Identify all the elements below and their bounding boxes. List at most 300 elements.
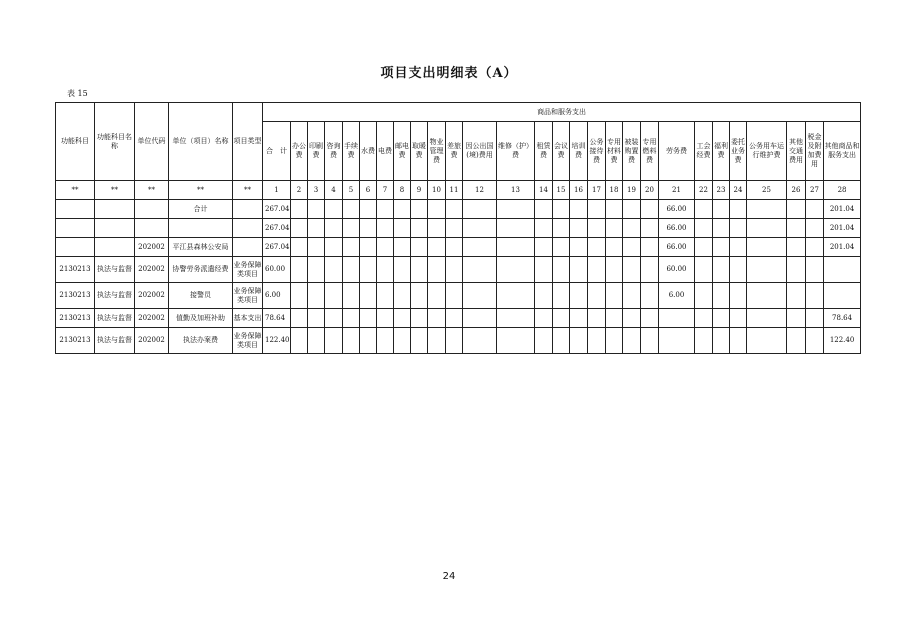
empty-cell [343, 309, 360, 328]
empty-cell [588, 219, 606, 238]
empty-cell [291, 257, 308, 283]
header-subitem: 被装购置费 [623, 122, 641, 181]
empty-cell [695, 238, 713, 257]
empty-cell [747, 283, 787, 309]
total-value: 60.00 [263, 257, 291, 283]
header-subitem: 培训费 [570, 122, 588, 181]
empty-cell [377, 257, 394, 283]
empty-cell [463, 200, 497, 219]
column-number: 18 [606, 181, 623, 200]
empty-cell [730, 219, 747, 238]
header-subitem: 维修（护）费 [497, 122, 535, 181]
column-number: 12 [463, 181, 497, 200]
empty-cell [747, 219, 787, 238]
empty-cell [623, 283, 641, 309]
project-type [233, 238, 263, 257]
labor-value [659, 328, 695, 354]
header-subitem: 差旅费 [446, 122, 463, 181]
empty-cell [570, 328, 588, 354]
labor-value: 6.00 [659, 283, 695, 309]
empty-cell [325, 328, 343, 354]
empty-cell [308, 200, 325, 219]
project-type: 业务保障类项目 [233, 283, 263, 309]
empty-cell [553, 219, 570, 238]
column-number: 25 [747, 181, 787, 200]
empty-cell [497, 328, 535, 354]
unit-code: 202002 [135, 328, 169, 354]
header-subitem: 印刷费 [308, 122, 325, 181]
unit-code: 202002 [135, 309, 169, 328]
empty-cell [411, 200, 428, 219]
empty-cell [497, 238, 535, 257]
empty-cell [343, 219, 360, 238]
header-func-code: 功能科目 [56, 103, 95, 181]
header-subitem: 水费 [360, 122, 377, 181]
column-number: 26 [787, 181, 806, 200]
empty-cell [411, 309, 428, 328]
table-number: 表 15 [67, 89, 88, 98]
empty-cell [588, 238, 606, 257]
empty-cell [806, 309, 824, 328]
empty-cell [535, 219, 553, 238]
column-number: 7 [377, 181, 394, 200]
empty-cell [360, 257, 377, 283]
empty-cell [535, 200, 553, 219]
empty-cell [428, 309, 446, 328]
empty-cell [463, 283, 497, 309]
total-value: 78.64 [263, 309, 291, 328]
header-subitem: 劳务费 [659, 122, 695, 181]
table-row [56, 257, 861, 283]
header-subitem: 公务用车运行维护费 [747, 122, 787, 181]
header-group: 商品和服务支出 [263, 103, 861, 122]
empty-cell [446, 219, 463, 238]
empty-cell [291, 283, 308, 309]
column-number: 16 [570, 181, 588, 200]
header-subitem: 物业管理费 [428, 122, 446, 181]
page-title: 项目支出明细表（A） [380, 66, 518, 81]
empty-cell [325, 257, 343, 283]
empty-cell [497, 309, 535, 328]
code-row [56, 181, 861, 200]
empty-cell [325, 200, 343, 219]
empty-cell [695, 328, 713, 354]
empty-cell [343, 238, 360, 257]
func-name [95, 238, 135, 257]
column-number: 21 [659, 181, 695, 200]
total-value: 6.00 [263, 283, 291, 309]
empty-cell [411, 219, 428, 238]
empty-cell [394, 200, 411, 219]
empty-cell [553, 328, 570, 354]
empty-cell [535, 309, 553, 328]
func-name: 执法与监督 [95, 309, 135, 328]
table-row [56, 219, 861, 238]
empty-cell [428, 328, 446, 354]
empty-cell [497, 283, 535, 309]
empty-cell [343, 328, 360, 354]
empty-cell [411, 238, 428, 257]
empty-cell [787, 200, 806, 219]
empty-cell [325, 283, 343, 309]
empty-cell [360, 238, 377, 257]
func-code [56, 200, 95, 219]
empty-cell [535, 328, 553, 354]
empty-cell [343, 257, 360, 283]
empty-cell [394, 219, 411, 238]
empty-cell [308, 328, 325, 354]
empty-cell [377, 328, 394, 354]
empty-cell [606, 257, 623, 283]
empty-cell [308, 257, 325, 283]
header-unit-code: 单位代码 [135, 103, 169, 181]
column-number: 14 [535, 181, 553, 200]
func-name: 执法与监督 [95, 328, 135, 354]
empty-cell [747, 200, 787, 219]
empty-cell [360, 283, 377, 309]
func-code [56, 219, 95, 238]
column-number: 11 [446, 181, 463, 200]
func-code: 2130213 [56, 328, 95, 354]
empty-cell [588, 328, 606, 354]
column-number: 2 [291, 181, 308, 200]
empty-cell [713, 238, 730, 257]
header-subitem: 税金及附加费用 [806, 122, 824, 181]
empty-cell [641, 283, 659, 309]
labor-value: 66.00 [659, 219, 695, 238]
empty-cell [325, 238, 343, 257]
header-subitem: 公务接待费 [588, 122, 606, 181]
column-number: 9 [411, 181, 428, 200]
empty-cell [570, 219, 588, 238]
empty-cell [641, 200, 659, 219]
empty-cell [360, 219, 377, 238]
column-number: 5 [343, 181, 360, 200]
code-mark: ** [95, 181, 135, 200]
empty-cell [553, 283, 570, 309]
empty-cell [343, 283, 360, 309]
empty-cell [623, 328, 641, 354]
header-subitem: 电费 [377, 122, 394, 181]
empty-cell [535, 238, 553, 257]
empty-cell [713, 200, 730, 219]
header-subitem: 办公费 [291, 122, 308, 181]
unit-code [135, 200, 169, 219]
empty-cell [394, 238, 411, 257]
empty-cell [713, 309, 730, 328]
column-number: 28 [824, 181, 861, 200]
empty-cell [446, 283, 463, 309]
unit-name: 合计 [169, 200, 233, 219]
func-code: 2130213 [56, 257, 95, 283]
empty-cell [411, 328, 428, 354]
empty-cell [787, 257, 806, 283]
empty-cell [730, 283, 747, 309]
empty-cell [695, 309, 713, 328]
func-name [95, 200, 135, 219]
func-name: 执法与监督 [95, 283, 135, 309]
project-type [233, 200, 263, 219]
unit-name [169, 219, 233, 238]
unit-code: 202002 [135, 238, 169, 257]
empty-cell [713, 328, 730, 354]
empty-cell [606, 238, 623, 257]
total-value: 122.40 [263, 328, 291, 354]
column-number: 17 [588, 181, 606, 200]
empty-cell [806, 238, 824, 257]
header-subitem: 其他交通费用 [787, 122, 806, 181]
header-subitem: 委托业务费 [730, 122, 747, 181]
unit-code [135, 219, 169, 238]
empty-cell [806, 200, 824, 219]
column-number: 24 [730, 181, 747, 200]
empty-cell [695, 283, 713, 309]
header-subitem: 取暖费 [411, 122, 428, 181]
table-row [56, 309, 861, 328]
column-number: 6 [360, 181, 377, 200]
empty-cell [730, 309, 747, 328]
empty-cell [747, 238, 787, 257]
empty-cell [730, 238, 747, 257]
header-subitem: 咨询费 [325, 122, 343, 181]
unit-code: 202002 [135, 283, 169, 309]
empty-cell [641, 328, 659, 354]
table-row [56, 283, 861, 309]
project-type [233, 219, 263, 238]
empty-cell [446, 257, 463, 283]
empty-cell [377, 283, 394, 309]
empty-cell [553, 200, 570, 219]
empty-cell [428, 257, 446, 283]
empty-cell [377, 200, 394, 219]
total-value: 267.04 [263, 238, 291, 257]
labor-value: 66.00 [659, 200, 695, 219]
other-value: 201.04 [824, 219, 861, 238]
header-func-name: 功能科目名称 [95, 103, 135, 181]
column-number: 10 [428, 181, 446, 200]
empty-cell [606, 328, 623, 354]
empty-cell [570, 238, 588, 257]
empty-cell [497, 200, 535, 219]
column-number: 19 [623, 181, 641, 200]
code-mark: ** [135, 181, 169, 200]
empty-cell [588, 309, 606, 328]
header-subitem: 其他商品和服务支出 [824, 122, 861, 181]
column-number: 27 [806, 181, 824, 200]
empty-cell [394, 283, 411, 309]
func-code: 2130213 [56, 283, 95, 309]
header-subitem: 专用材料费 [606, 122, 623, 181]
header-subitem: 手续费 [343, 122, 360, 181]
header-subitem: 合 计 [263, 122, 291, 181]
empty-cell [606, 283, 623, 309]
column-number: 22 [695, 181, 713, 200]
other-value: 78.64 [824, 309, 861, 328]
other-value: 201.04 [824, 200, 861, 219]
page-number: 24 [442, 571, 456, 582]
empty-cell [308, 219, 325, 238]
empty-cell [446, 328, 463, 354]
header-row [56, 103, 861, 122]
func-name: 执法与监督 [95, 257, 135, 283]
empty-cell [428, 238, 446, 257]
header-subitem: 租赁费 [535, 122, 553, 181]
table-row [56, 200, 861, 219]
func-code [56, 238, 95, 257]
empty-cell [641, 238, 659, 257]
empty-cell [606, 309, 623, 328]
empty-cell [787, 309, 806, 328]
unit-name: 执法办案费 [169, 328, 233, 354]
empty-cell [428, 283, 446, 309]
empty-cell [787, 328, 806, 354]
empty-cell [713, 257, 730, 283]
empty-cell [411, 283, 428, 309]
empty-cell [606, 200, 623, 219]
column-number: 4 [325, 181, 343, 200]
empty-cell [695, 219, 713, 238]
empty-cell [641, 257, 659, 283]
header-subitem: 邮电费 [394, 122, 411, 181]
empty-cell [806, 328, 824, 354]
empty-cell [463, 238, 497, 257]
empty-cell [325, 219, 343, 238]
header-subitem: 会议费 [553, 122, 570, 181]
empty-cell [291, 309, 308, 328]
other-value [824, 257, 861, 283]
empty-cell [446, 200, 463, 219]
empty-cell [570, 309, 588, 328]
column-number: 3 [308, 181, 325, 200]
empty-cell [463, 257, 497, 283]
column-number: 1 [263, 181, 291, 200]
empty-cell [641, 219, 659, 238]
column-number: 20 [641, 181, 659, 200]
empty-cell [446, 309, 463, 328]
table-row [56, 238, 861, 257]
empty-cell [360, 328, 377, 354]
empty-cell [325, 309, 343, 328]
empty-cell [428, 200, 446, 219]
empty-cell [806, 283, 824, 309]
empty-cell [730, 328, 747, 354]
unit-name: 值勤及加班补助 [169, 309, 233, 328]
table-row [56, 328, 861, 354]
empty-cell [291, 219, 308, 238]
empty-cell [787, 238, 806, 257]
empty-cell [713, 283, 730, 309]
empty-cell [343, 200, 360, 219]
empty-cell [553, 257, 570, 283]
empty-cell [623, 200, 641, 219]
empty-cell [588, 283, 606, 309]
empty-cell [606, 219, 623, 238]
empty-cell [308, 309, 325, 328]
empty-cell [377, 219, 394, 238]
empty-cell [535, 257, 553, 283]
empty-cell [463, 328, 497, 354]
empty-cell [806, 219, 824, 238]
empty-cell [787, 219, 806, 238]
unit-name: 接警员 [169, 283, 233, 309]
empty-cell [641, 309, 659, 328]
code-mark: ** [169, 181, 233, 200]
header-subitem: 工会经费 [695, 122, 713, 181]
empty-cell [730, 257, 747, 283]
empty-cell [747, 309, 787, 328]
column-number: 8 [394, 181, 411, 200]
empty-cell [553, 309, 570, 328]
empty-cell [747, 328, 787, 354]
empty-cell [463, 219, 497, 238]
expenditure-table [55, 102, 861, 354]
empty-cell [308, 283, 325, 309]
empty-cell [497, 257, 535, 283]
code-mark: ** [233, 181, 263, 200]
empty-cell [291, 238, 308, 257]
header-unit-name: 单位（项目）名称 [169, 103, 233, 181]
empty-cell [360, 200, 377, 219]
empty-cell [713, 219, 730, 238]
empty-cell [446, 238, 463, 257]
header-subitem: 福利费 [713, 122, 730, 181]
empty-cell [588, 200, 606, 219]
empty-cell [394, 328, 411, 354]
empty-cell [291, 200, 308, 219]
project-type: 基本支出 [233, 309, 263, 328]
project-type: 业务保障类项目 [233, 257, 263, 283]
total-value: 267.04 [263, 200, 291, 219]
empty-cell [623, 238, 641, 257]
empty-cell [291, 328, 308, 354]
empty-cell [570, 257, 588, 283]
unit-name: 平江县森林公安局 [169, 238, 233, 257]
column-number: 23 [713, 181, 730, 200]
project-type: 业务保障类项目 [233, 328, 263, 354]
labor-value: 60.00 [659, 257, 695, 283]
empty-cell [623, 309, 641, 328]
unit-code: 202002 [135, 257, 169, 283]
func-name [95, 219, 135, 238]
column-number: 15 [553, 181, 570, 200]
empty-cell [806, 257, 824, 283]
empty-cell [553, 238, 570, 257]
empty-cell [747, 257, 787, 283]
unit-name: 协警劳务派遣经费 [169, 257, 233, 283]
empty-cell [787, 283, 806, 309]
empty-cell [428, 219, 446, 238]
empty-cell [570, 200, 588, 219]
header-subitem: 因公出国(境)费用 [463, 122, 497, 181]
column-number: 13 [497, 181, 535, 200]
empty-cell [570, 283, 588, 309]
header-project-type: 项目类型 [233, 103, 263, 181]
empty-cell [535, 283, 553, 309]
other-value: 122.40 [824, 328, 861, 354]
empty-cell [730, 200, 747, 219]
empty-cell [695, 200, 713, 219]
empty-cell [308, 238, 325, 257]
empty-cell [411, 257, 428, 283]
labor-value: 66.00 [659, 238, 695, 257]
empty-cell [695, 257, 713, 283]
code-mark: ** [56, 181, 95, 200]
func-code: 2130213 [56, 309, 95, 328]
empty-cell [623, 219, 641, 238]
empty-cell [377, 238, 394, 257]
empty-cell [623, 257, 641, 283]
empty-cell [394, 309, 411, 328]
